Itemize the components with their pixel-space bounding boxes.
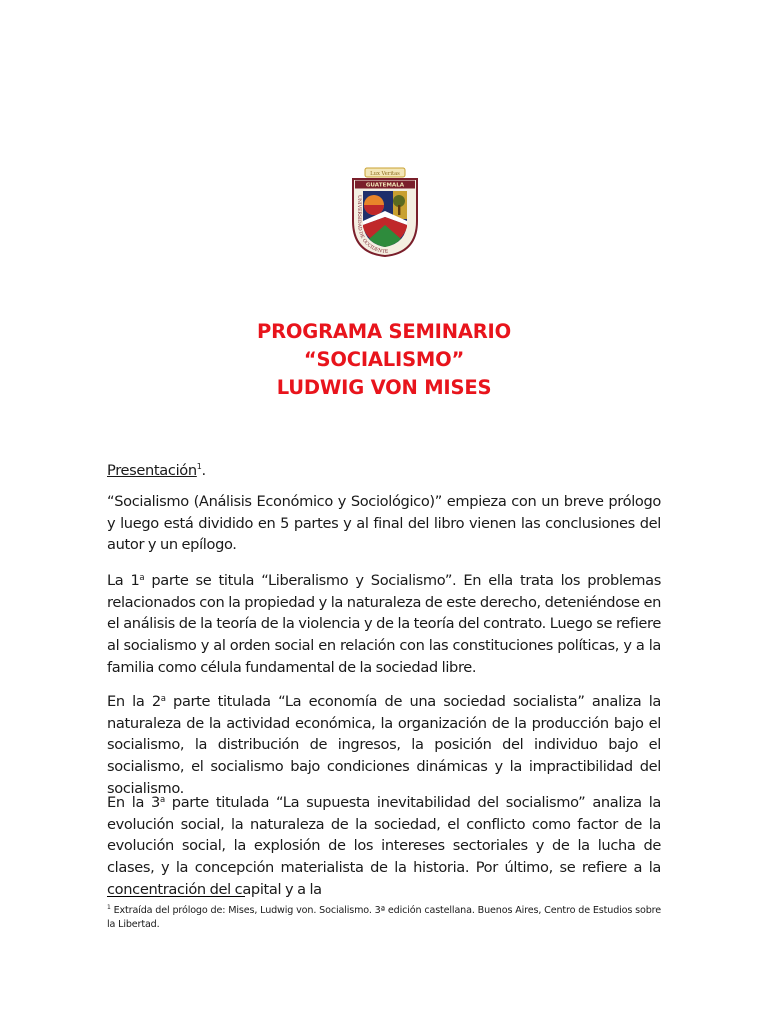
paragraph-part-3-body: parte titulada “La supuesta inevitabilidad del socialismo” analiza la evolución social, la naturaleza de la sociedad, el conflicto como factor de la evolución social, la explosión de los intereses sectoriales y de la lucha de clases, y la concepción materialista de la historia. Por último, se refiere a la concentración del capital y a la: [107, 794, 661, 898]
paragraph-part-2-lead: En la 2: [107, 693, 161, 710]
footnote-number: 1: [107, 904, 111, 911]
paragraph-part-3-lead: En la 3: [107, 794, 160, 811]
paragraph-part-2: [107, 691, 661, 800]
university-crest-logo: [349, 165, 421, 257]
section-heading-text: Presentación: [107, 462, 197, 479]
paragraph-intro: “Socialismo (Análisis Económico y Sociológico)” empieza con un breve prólogo y luego está dividido en 5 partes y al final del libro vienen las conclusiones del autor y un epílogo.: [107, 493, 661, 554]
title-line-1: PROGRAMA SEMINARIO: [257, 320, 511, 343]
footnote: [107, 904, 661, 932]
section-heading: [107, 460, 661, 482]
footnote-reference[interactable]: 1: [196, 462, 202, 472]
paragraph-part-1: [107, 570, 661, 679]
crest-ring-text: UNIVERSIDAD DE OCCIDENTE: [355, 195, 389, 255]
paragraph-part-1-body: parte se titula “Liberalismo y Socialismo”. En ella trata los problemas relacionados con la propiedad y la naturaleza de este derecho, deteniéndose en el análisis de la teoría de la violencia y de la teoría del contrato. Luego se refiere al socialismo y al orden social en relación con las constituciones políticas, y a la familia como célula fundamental de la sociedad libre.: [107, 572, 661, 676]
paragraph-part-1-lead: La 1: [107, 572, 140, 589]
footnote-text: Extraída del prólogo de: Mises, Ludwig von. Socialismo. 3ª edición castellana. Buenos Aires, Centro de Estudios sobre la Libertad.: [107, 905, 661, 930]
paragraph-part-3: [107, 792, 661, 901]
title-line-3: LUDWIG VON MISES: [276, 376, 492, 399]
section-heading-suffix: .: [201, 462, 206, 479]
footnote-separator: [107, 896, 245, 897]
paragraph-part-2-body: parte titulada “La economía de una sociedad socialista” analiza la naturaleza de la actividad económica, la organización de la producción bajo el socialismo, la distribución de ingresos, la posición del individuo bajo el socialismo, el socialismo bajo condiciones dinámicas y la impractibilidad del socialismo.: [107, 693, 661, 797]
ordinal-indicator: a: [139, 573, 145, 583]
ordinal-indicator: a: [160, 694, 166, 704]
ordinal-indicator: a: [159, 795, 165, 805]
title-line-2: “SOCIALISMO”: [303, 348, 465, 371]
crest-country-text: GUATEMALA: [365, 182, 405, 189]
crest-banner-text: Lux Veritas: [370, 170, 400, 177]
